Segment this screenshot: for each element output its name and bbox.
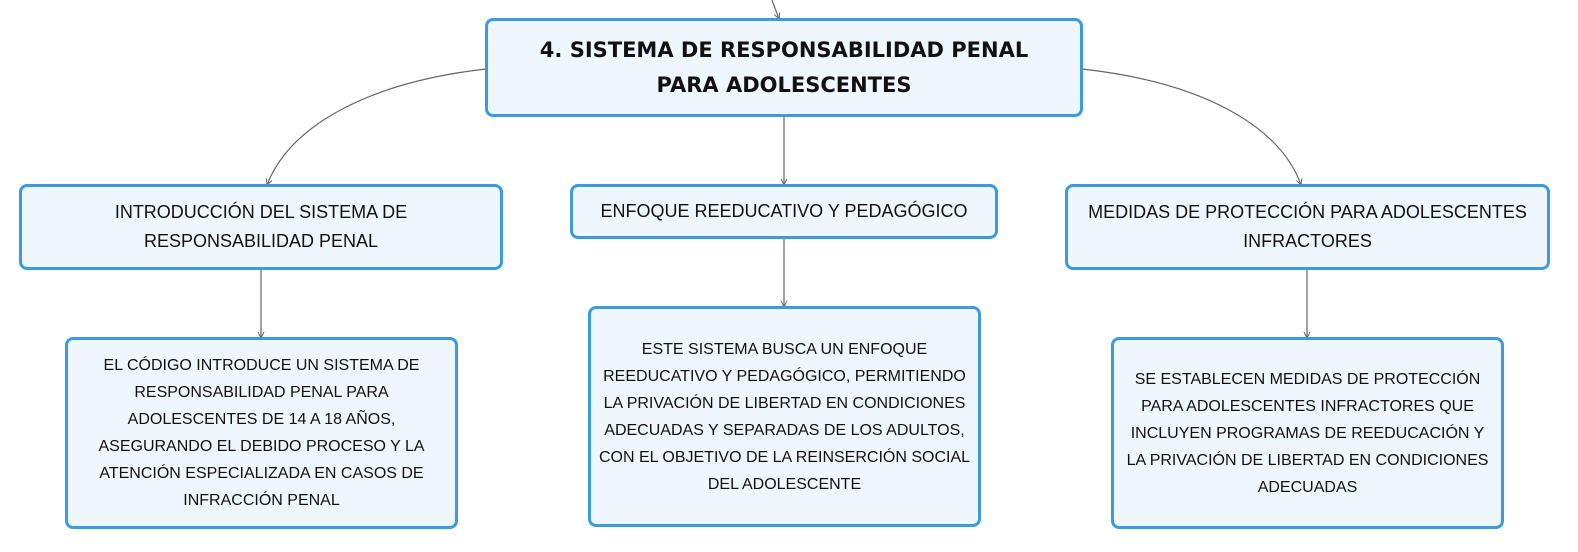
- detail-node-introduccion[interactable]: [65, 337, 458, 529]
- root-topic-node[interactable]: [485, 18, 1083, 117]
- branch-node-medidas[interactable]: [1065, 184, 1550, 270]
- detail-text-introduccion: EL CÓDIGO INTRODUCE UN SISTEMA DE RESPONSABILIDAD PENAL PARA ADOLESCENTES DE 14 A 18 AÑOS, ASEGURANDO EL DEBIDO PROCESO Y LA ATENCIÓN ESPECIALIZADA EN CASOS DE INFRACCIÓN PENAL: [98, 357, 425, 509]
- branch-node-enfoque[interactable]: [570, 184, 998, 239]
- branch-node-introduccion[interactable]: [19, 184, 503, 270]
- detail-node-enfoque[interactable]: [588, 306, 981, 527]
- branch-label-enfoque: ENFOQUE REEDUCATIVO Y PEDAGÓGICO: [600, 201, 968, 221]
- detail-node-medidas[interactable]: [1111, 337, 1504, 529]
- detail-text-enfoque: ESTE SISTEMA BUSCA UN ENFOQUE REEDUCATIVO Y PEDAGÓGICO, PERMITIENDO LA PRIVACIÓN DE LIBERTAD EN CONDICIONES ADECUADAS Y SEPARADAS DE LOS ADULTOS, CON EL OBJETIVO DE LA REINSERCIÓN SOCIAL DEL ADOLESCENTE: [598, 340, 971, 493]
- connector-root-to-intro: [267, 69, 486, 185]
- connector-root-to-medidas: [1082, 69, 1301, 185]
- root-topic-title: 4. SISTEMA DE RESPONSABILIDAD PENAL PARA ADOLESCENTES: [539, 37, 1029, 97]
- branch-label-medidas: MEDIDAS DE PROTECCIÓN PARA ADOLESCENTES INFRACTORES: [1088, 202, 1527, 251]
- connector-parent-to-root: [772, 0, 779, 19]
- branch-label-introduccion: INTRODUCCIÓN DEL SISTEMA DE RESPONSABILIDAD PENAL: [114, 202, 408, 251]
- detail-text-medidas: SE ESTABLECEN MEDIDAS DE PROTECCIÓN PARA ADOLESCENTES INFRACTORES QUE INCLUYEN PROGRAMAS DE REEDUCACIÓN Y LA PRIVACIÓN DE LIBERTAD EN CONDICIONES ADECUADAS: [1126, 370, 1489, 496]
